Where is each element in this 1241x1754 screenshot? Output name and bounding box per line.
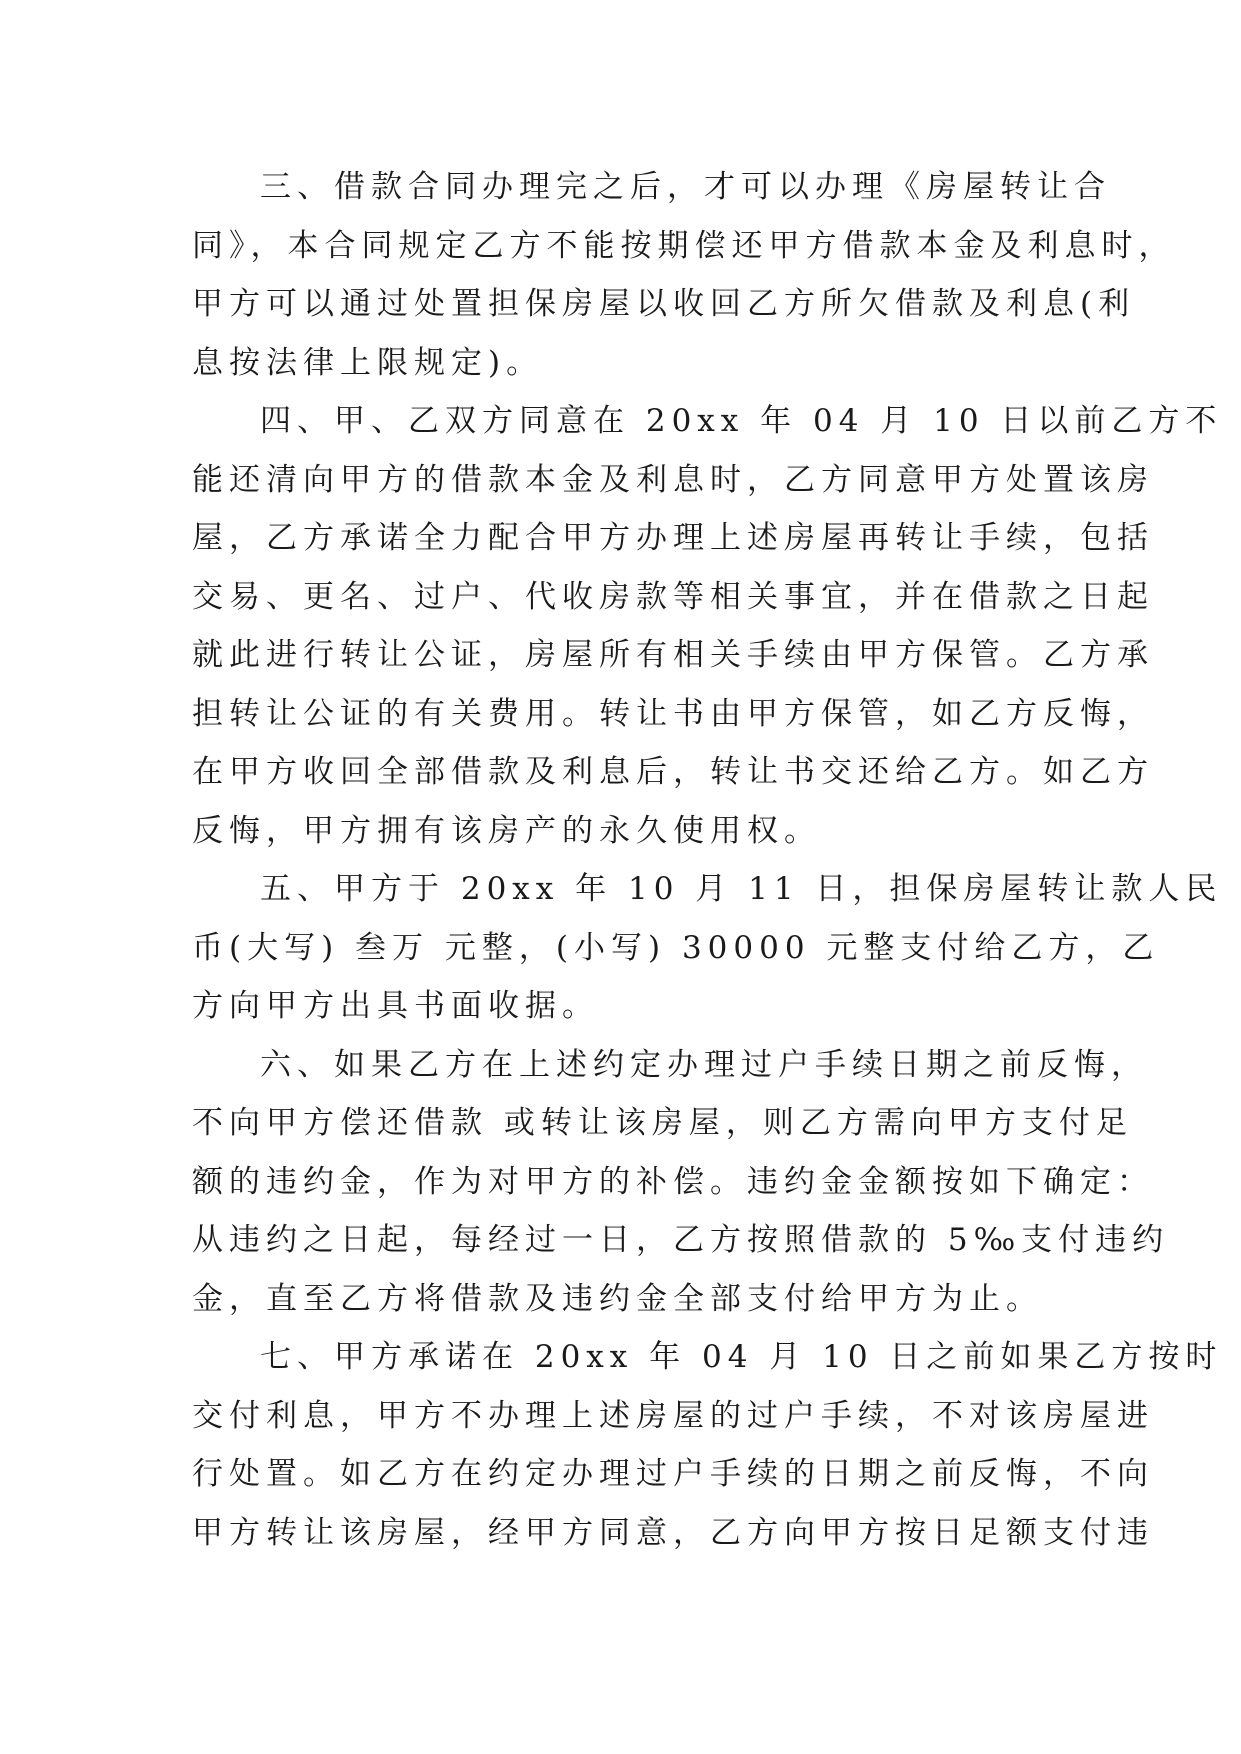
clause-4-line-2: 能还清向甲方的借款本金及利息时，乙方同意甲方处置该房: [192, 461, 1154, 498]
clause-6-line-5: 金，直至乙方将借款及违约金全部支付给甲方为止。: [192, 1280, 1043, 1317]
clause-3-line-2: 同》，本合同规定乙方不能按期偿还甲方借款本金及利息时，: [192, 227, 1176, 264]
clause-4-line-5: 就此进行转让公证，房屋所有相关手续由甲方保管。乙方承: [192, 637, 1154, 673]
clause-7-line-4: 甲方转让该房屋，经甲方同意，乙方向甲方按日足额支付违: [192, 1514, 1154, 1551]
clause-4-line-8: 反悔，甲方拥有该房产的永久使用权。: [192, 812, 821, 849]
clause-4-line-3: 屋，乙方承诺全力配合甲方办理上述房屋再转让手续，包括: [192, 520, 1154, 556]
clause-4-line-7: 在甲方收回全部借款及利息后，转让书交还给乙方。如乙方: [192, 754, 1154, 790]
clause-5-line-1: 五、甲方于 20xx 年 10 月 11 日，担保房屋转让款人民: [260, 871, 1223, 907]
clause-3-line-3: 甲方可以通过处置担保房屋以收回乙方所欠借款及利息(利: [192, 286, 1136, 322]
contract-text-block: [192, 158, 1223, 1562]
clause-5-line-3: 方向甲方出具书面收据。: [192, 988, 599, 1024]
clause-3-line-4: 息按法律上限规定)。: [192, 344, 544, 381]
clause-7-line-3: 行处置。如乙方在约定办理过户手续的日期之前反悔，不向: [192, 1456, 1154, 1492]
clause-7-line-2: 交付利息，甲方不办理上述房屋的过户手续，不对该房屋进: [192, 1397, 1154, 1434]
clause-6-line-2: 不向甲方偿还借款 或转让该房屋，则乙方需向甲方支付足: [192, 1105, 1133, 1141]
clause-6-line-1: 六、如果乙方在上述约定办理过户手续日期之前反悔，: [260, 1046, 1148, 1083]
clause-6-line-3: 额的违约金，作为对甲方的补偿。违约金金额按如下确定：: [192, 1163, 1154, 1200]
clause-4-line-1: 四、甲、乙双方同意在 20xx 年 04 月 10 日以前乙方不: [260, 403, 1223, 439]
clause-4-line-4: 交易、更名、过户、代收房款等相关事宜，并在借款之日起: [192, 578, 1154, 615]
clause-6-line-4: 从违约之日起，每经过一日，乙方按照借款的 5‰支付违约: [192, 1222, 1170, 1258]
clause-5-line-2: 币(大写) 叁万 元整，(小写) 30000 元整支付给乙方，乙: [192, 929, 1160, 966]
clause-4-line-6: 担转让公证的有关费用。转让书由甲方保管，如乙方反悔，: [192, 695, 1154, 732]
clause-7-line-1: 七、甲方承诺在 20xx 年 04 月 10 日之前如果乙方按时: [260, 1339, 1223, 1375]
clause-3-line-1: 三、借款合同办理完之后，才可以办理《房屋转让合: [260, 169, 1111, 205]
